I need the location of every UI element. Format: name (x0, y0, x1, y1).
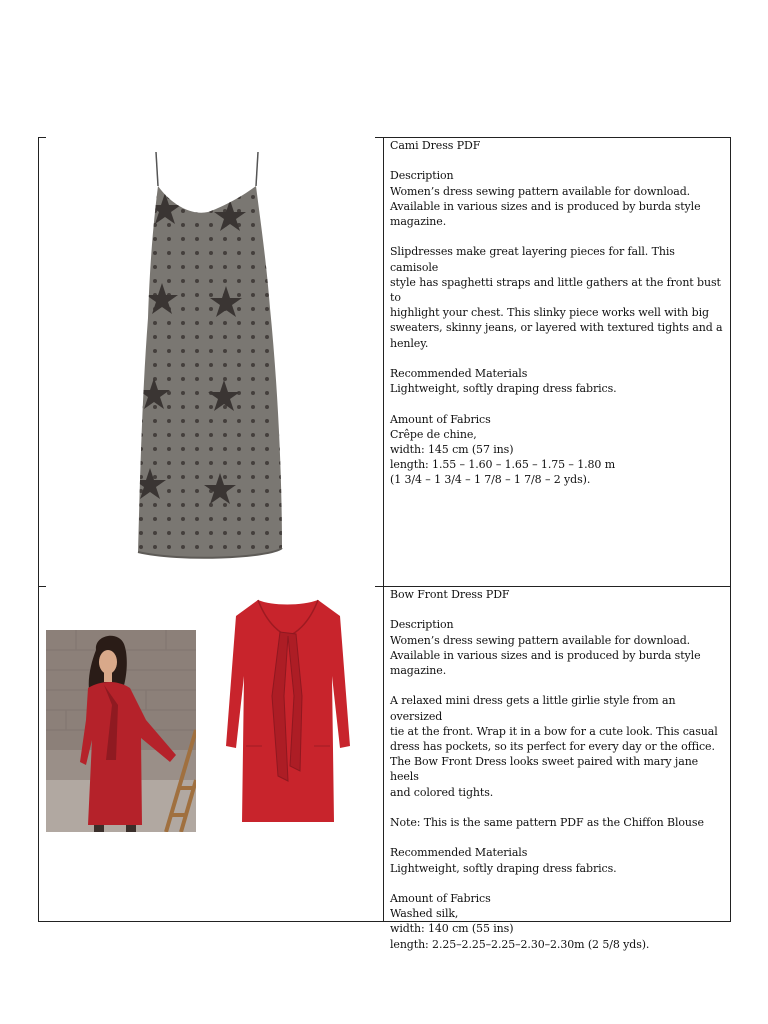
fabric-line: length: 2.25–2.25–2.25–2.30–2.30m (2 5/8 yds). (390, 937, 650, 951)
fabric-line: Washed silk, (390, 907, 459, 921)
description-heading: Description (390, 618, 454, 632)
fabric-line: (1 3/4 – 1 3/4 – 1 7/8 – 1 7/8 – 2 yds). (390, 473, 591, 487)
table-tick-row-left (38, 586, 46, 587)
note-text: Note: This is the same pattern PDF as the Chiffon Blouse (390, 816, 704, 829)
description-line: Women’s dress sewing pattern available for download. (390, 184, 691, 198)
description-line: Available in various sizes and is produced by burda style (390, 648, 701, 662)
materials-heading: Recommended Materials (390, 846, 528, 860)
body-line: henley. (390, 336, 429, 350)
table-border-left (38, 137, 39, 922)
table-tick-row-mid (375, 586, 383, 587)
materials-text: Lightweight, softly draping dress fabrics. (390, 861, 617, 875)
description-line: Available in various sizes and is produced by burda style (390, 199, 701, 213)
body-line: and colored tights. (390, 785, 494, 799)
table-tick-top-mid (375, 137, 383, 138)
fabrics-heading: Amount of Fabrics (390, 412, 491, 426)
body-line: The Bow Front Dress looks sweet paired with mary jane heels (390, 755, 699, 784)
fabric-line: length: 1.55 – 1.60 – 1.65 – 1.75 – 1.80 m (390, 458, 616, 472)
body-line: Slipdresses make great layering pieces for fall. This camisole (390, 245, 675, 274)
table-tick-top-left (38, 137, 46, 138)
fabric-line: Crêpe de chine, (390, 427, 477, 441)
fabric-line: width: 145 cm (57 ins) (390, 443, 514, 456)
body-line: style has spaghetti straps and little gathers at the front bust to (390, 275, 721, 304)
fabrics-heading: Amount of Fabrics (390, 891, 491, 905)
body-line: highlight your chest. This slinky piece works well with big (390, 306, 709, 320)
fabric-line: width: 140 cm (55 ins) (390, 922, 514, 936)
body-line: A relaxed mini dress gets a little girlie style from an oversized (390, 694, 676, 723)
body-line: dress has pockets, so its perfect for every day or the office. (390, 740, 715, 753)
product-title: Cami Dress PDF (390, 139, 481, 152)
materials-heading: Recommended Materials (390, 367, 528, 380)
table-column-divider (383, 137, 384, 922)
description-line: Women’s dress sewing pattern available for download. (390, 633, 691, 647)
cami-dress-details (390, 138, 726, 488)
body-line: sweaters, skinny jeans, or layered with textured tights and a (390, 321, 723, 335)
description-heading: Description (390, 169, 454, 183)
table-border-right (730, 137, 731, 922)
materials-text: Lightweight, softly draping dress fabrics. (390, 382, 617, 396)
body-line: tie at the front. Wrap it in a bow for a cute look. This casual (390, 724, 718, 738)
model-photo (46, 630, 196, 832)
description-line: magazine. (390, 215, 447, 228)
bow-front-dress-image (222, 596, 354, 828)
product-title: Bow Front Dress PDF (390, 588, 510, 601)
bow-front-dress-details (390, 587, 726, 952)
description-line: magazine. (390, 664, 447, 677)
cami-dress-image (120, 148, 300, 568)
